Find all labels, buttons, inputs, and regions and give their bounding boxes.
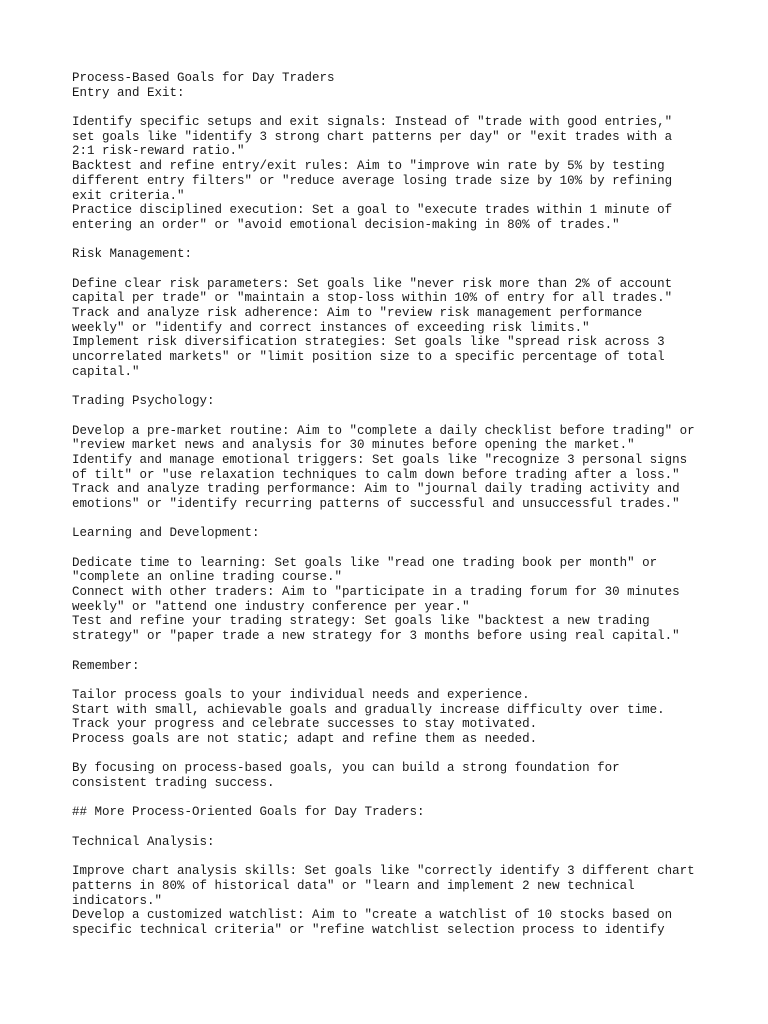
text-line: Dedicate time to learning: Set goals like "read one trading book per month" or [72,555,658,570]
blank-line [72,379,712,394]
blank-line [72,791,712,806]
blank-line [72,747,712,762]
text-line: ## More Process-Oriented Goals for Day Traders: [72,805,425,820]
blank-line [72,541,712,556]
text-line: entering an order" or "avoid emotional decision-making in 80% of trades." [72,217,620,232]
text-line: Implement risk diversification strategies: Set goals like "spread risk across 3 [72,335,665,350]
blank-line [72,100,712,115]
text-line: Remember: [72,658,140,673]
text-line: Improve chart analysis skills: Set goals like "correctly identify 3 different chart [72,864,695,879]
text-line: patterns in 80% of historical data" or "learn and implement 2 new technical [72,878,635,893]
text-line: of tilt" or "use relaxation techniques to calm down before trading after a loss." [72,467,680,482]
blank-line [72,849,712,864]
text-line: specific technical criteria" or "refine watchlist selection process to identify [72,922,665,937]
blank-line [72,233,712,248]
text-line: consistent trading success. [72,776,275,790]
blank-line [72,820,712,835]
text-line: capital." [72,364,140,379]
text-line: Backtest and refine entry/exit rules: Aim to "improve win rate by 5% by testing [72,159,665,174]
text-line: Define clear risk parameters: Set goals like "never risk more than 2% of account [72,276,673,291]
text-line: capital per trade" or "maintain a stop-loss within 10% of entry for all trades." [72,291,673,306]
text-line: By focusing on process-based goals, you can build a strong foundation for [72,761,620,776]
text-line: Trading Psychology: [72,394,215,409]
text-line: weekly" or "identify and correct instances of exceeding risk limits." [72,320,590,335]
text-line: Connect with other traders: Aim to "participate in a trading forum for 30 minutes [72,585,680,600]
text-line: Develop a pre-market routine: Aim to "complete a daily checklist before trading" or [72,423,695,438]
text-line: different entry filters" or "reduce average losing trade size by 10% by refining [72,173,673,188]
text-line: "complete an online trading course." [72,570,343,585]
blank-line [72,409,712,424]
text-line: Identify and manage emotional triggers: Set goals like "recognize 3 personal signs [72,452,688,467]
blank-line [72,262,712,277]
text-line: "review market news and analysis for 30 minutes before opening the market." [72,438,635,453]
text-line: Track and analyze risk adherence: Aim to "review risk management performance [72,306,643,320]
text-line: Risk Management: [72,247,193,262]
text-line: Start with small, achievable goals and gradually increase difficulty over time. [72,702,665,717]
text-line: Process goals are not static; adapt and refine them as needed. [72,731,538,746]
text-line: Track and analyze trading performance: Aim to "journal daily trading activity and [72,482,680,497]
text-line: Practice disciplined execution: Set a goal to "execute trades within 1 minute of [72,203,673,218]
text-line: weekly" or "attend one industry conference per year." [72,599,470,614]
text-line: exit criteria." [72,188,185,203]
text-line: Technical Analysis: [72,834,215,849]
text-line: indicators." [72,893,163,908]
text-line: uncorrelated markets" or "limit position size to a specific percentage of total [72,350,665,365]
text-line: Identify specific setups and exit signals: Instead of "trade with good entries," [72,115,673,130]
text-line: Test and refine your trading strategy: Set goals like "backtest a new trading [72,614,650,629]
text-line: emotions" or "identify recurring patterns of successful and unsuccessful trades." [72,496,680,511]
text-line: strategy" or "paper trade a new strategy for 3 months before using real capital." [72,629,680,644]
text-line: Develop a customized watchlist: Aim to "create a watchlist of 10 stocks based on [72,908,673,923]
document-body [72,71,712,938]
text-line: Tailor process goals to your individual needs and experience. [72,687,530,702]
text-line: 2:1 risk-reward ratio." [72,144,245,159]
text-line: set goals like "identify 3 strong chart patterns per day" or "exit trades with a [72,129,673,144]
text-line: Track your progress and celebrate successes to stay motivated. [72,717,538,732]
blank-line [72,512,712,527]
text-line: Entry and Exit: [72,85,185,100]
text-line: Learning and Development: [72,526,260,541]
text-line: Process-Based Goals for Day Traders [72,71,335,85]
blank-line [72,673,712,688]
blank-line [72,644,712,659]
